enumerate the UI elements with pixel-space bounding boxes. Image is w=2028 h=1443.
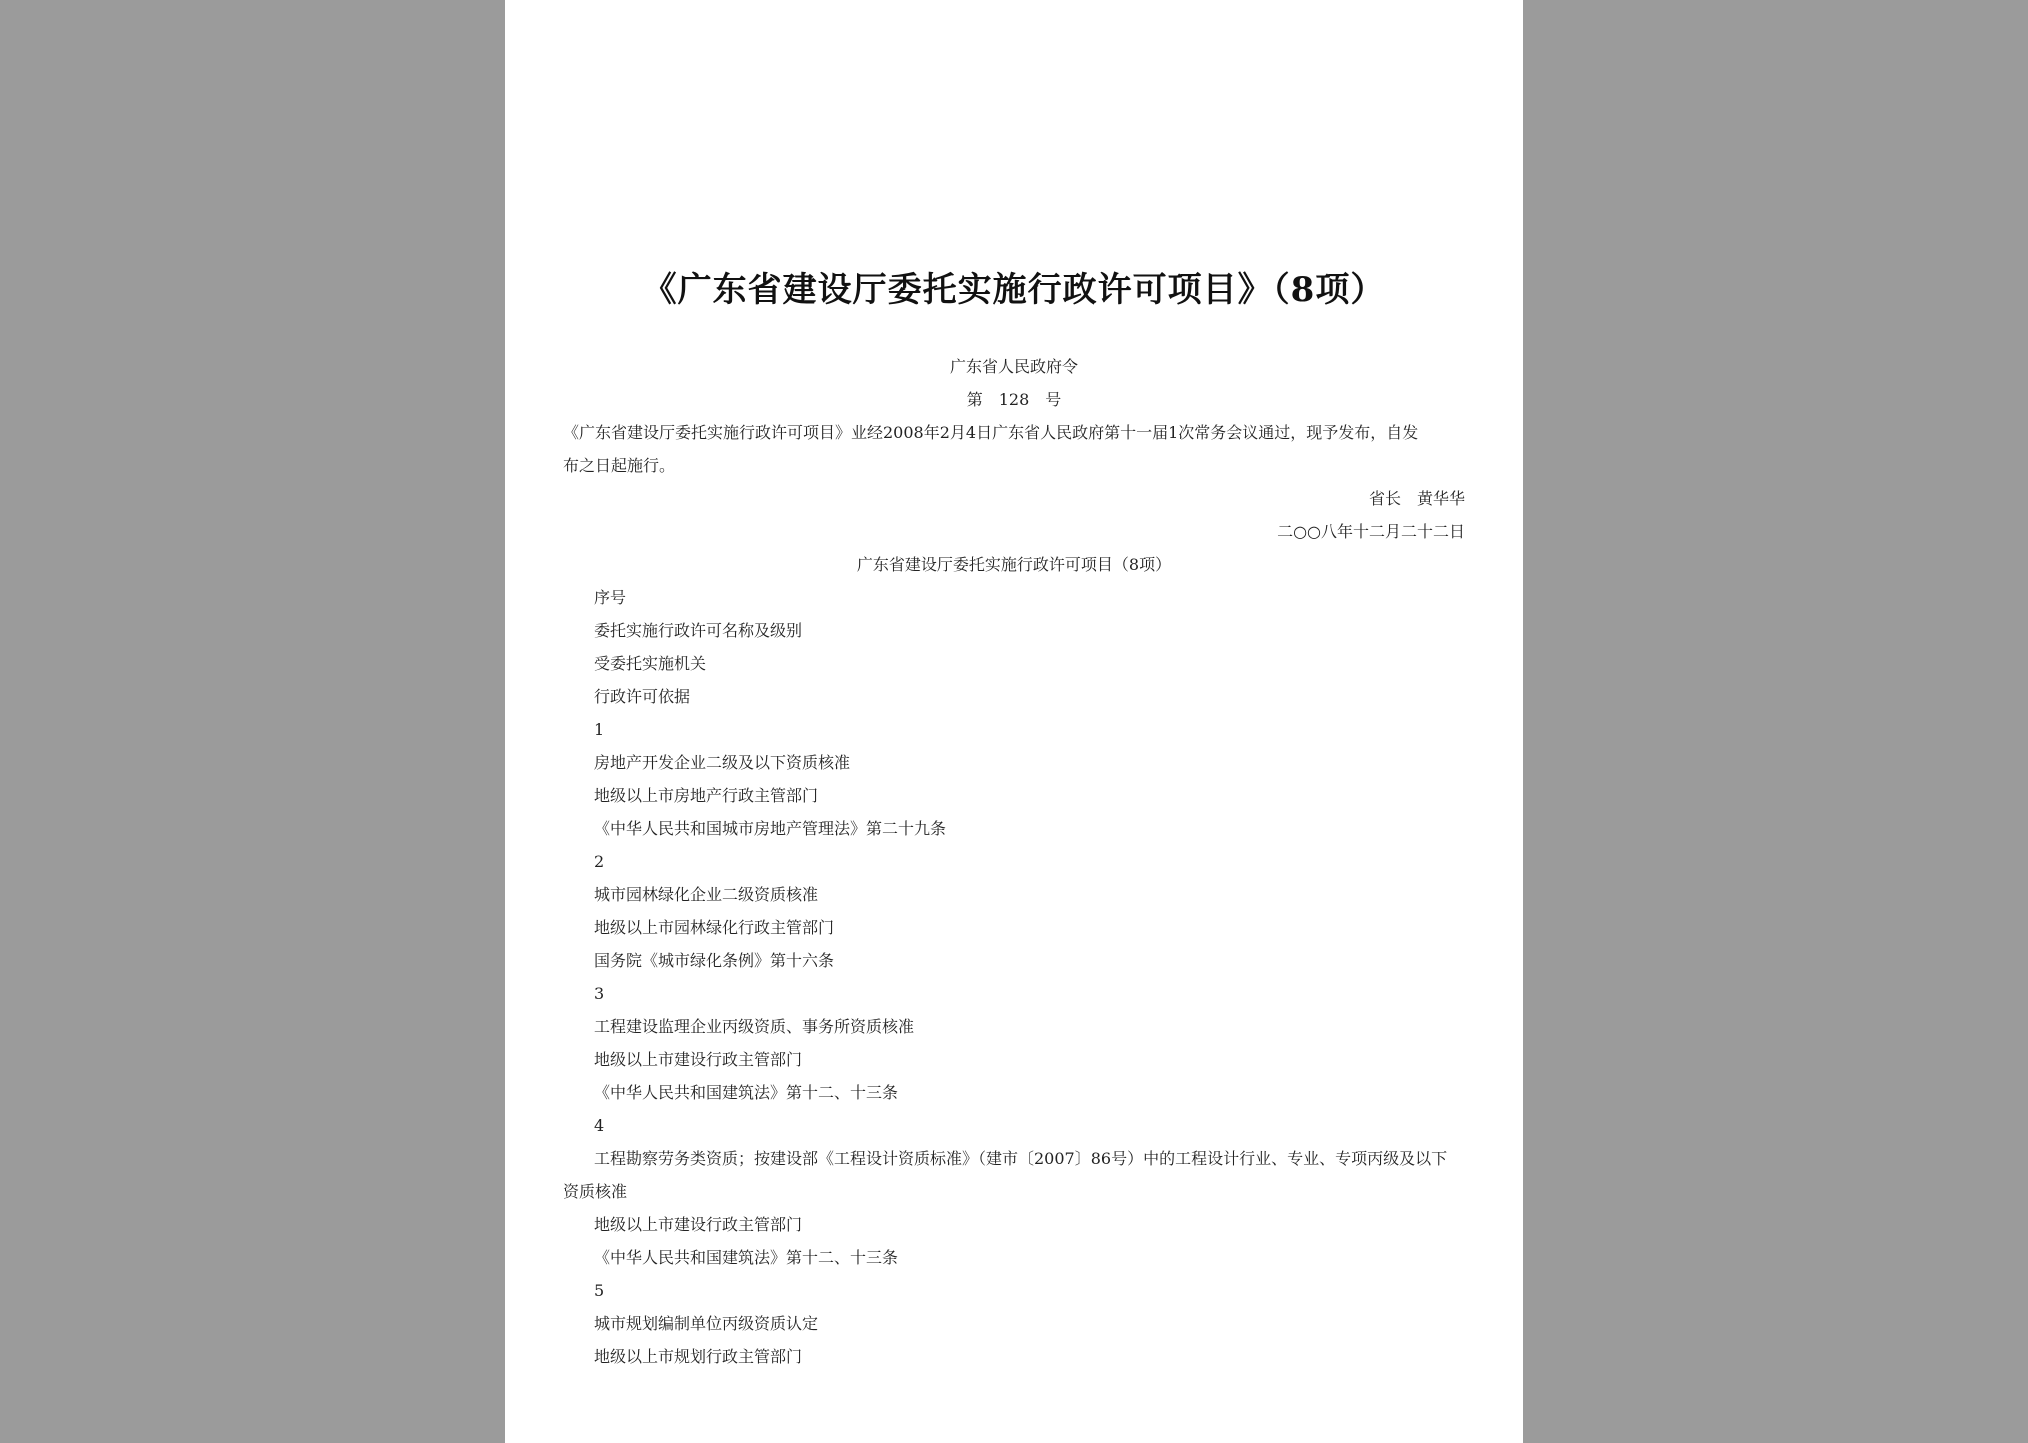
list-item: 受委托实施机关 <box>594 654 707 673</box>
list-item: 地级以上市房地产行政主管部门 <box>594 786 819 805</box>
list-item: 地级以上市规划行政主管部门 <box>594 1347 803 1366</box>
list-item: 工程勘察劳务类资质；按建设部《工程设计资质标准》（建市〔2007〕86号）中的工程设计行业、专业、专项丙级及以下 <box>594 1149 1448 1168</box>
list-item: 房地产开发企业二级及以下资质核准 <box>594 753 851 772</box>
list-item: 3 <box>594 984 605 1003</box>
list-item: 城市规划编制单位丙级资质认定 <box>594 1314 819 1333</box>
intro-paragraph-line-1: 《广东省建设厅委托实施行政许可项目》业经2008年2月4日广东省人民政府第十一届1次常务会议通过，现予发布，自发 <box>563 423 1419 442</box>
document-date: 二○○八年十二月二十二日 <box>1277 522 1465 541</box>
list-item: 委托实施行政许可名称及级别 <box>594 621 803 640</box>
list-subtitle: 广东省建设厅委托实施行政许可项目（8项） <box>856 555 1172 574</box>
signatory: 省长 黄华华 <box>1368 489 1465 508</box>
list-item: 国务院《城市绿化条例》第十六条 <box>594 951 835 970</box>
order-number: 第 128 号 <box>966 390 1062 409</box>
list-item: 序号 <box>594 588 627 607</box>
list-item: 地级以上市园林绿化行政主管部门 <box>594 918 835 937</box>
list-item: 5 <box>594 1281 605 1300</box>
list-item: 行政许可依据 <box>594 687 691 706</box>
list-item: 工程建设监理企业丙级资质、事务所资质核准 <box>594 1017 915 1036</box>
list-item: 《中华人民共和国建筑法》第十二、十三条 <box>594 1248 899 1267</box>
list-item: 2 <box>594 852 605 871</box>
list-item: 4 <box>594 1116 605 1135</box>
list-item: 1 <box>594 720 605 739</box>
intro-paragraph-line-2: 布之日起施行。 <box>563 456 676 475</box>
list-item: 《中华人民共和国建筑法》第十二、十三条 <box>594 1083 899 1102</box>
document-title: 《广东省建设厅委托实施行政许可项目》（8项） <box>642 270 1386 310</box>
list-item: 地级以上市建设行政主管部门 <box>594 1215 803 1234</box>
issuer: 广东省人民政府令 <box>949 357 1078 376</box>
list-item: 《中华人民共和国城市房地产管理法》第二十九条 <box>594 819 947 838</box>
list-item-continuation: 资质核准 <box>563 1182 628 1201</box>
list-item: 地级以上市建设行政主管部门 <box>594 1050 803 1069</box>
list-item: 城市园林绿化企业二级资质核准 <box>594 885 819 904</box>
document-page <box>505 0 1523 1443</box>
